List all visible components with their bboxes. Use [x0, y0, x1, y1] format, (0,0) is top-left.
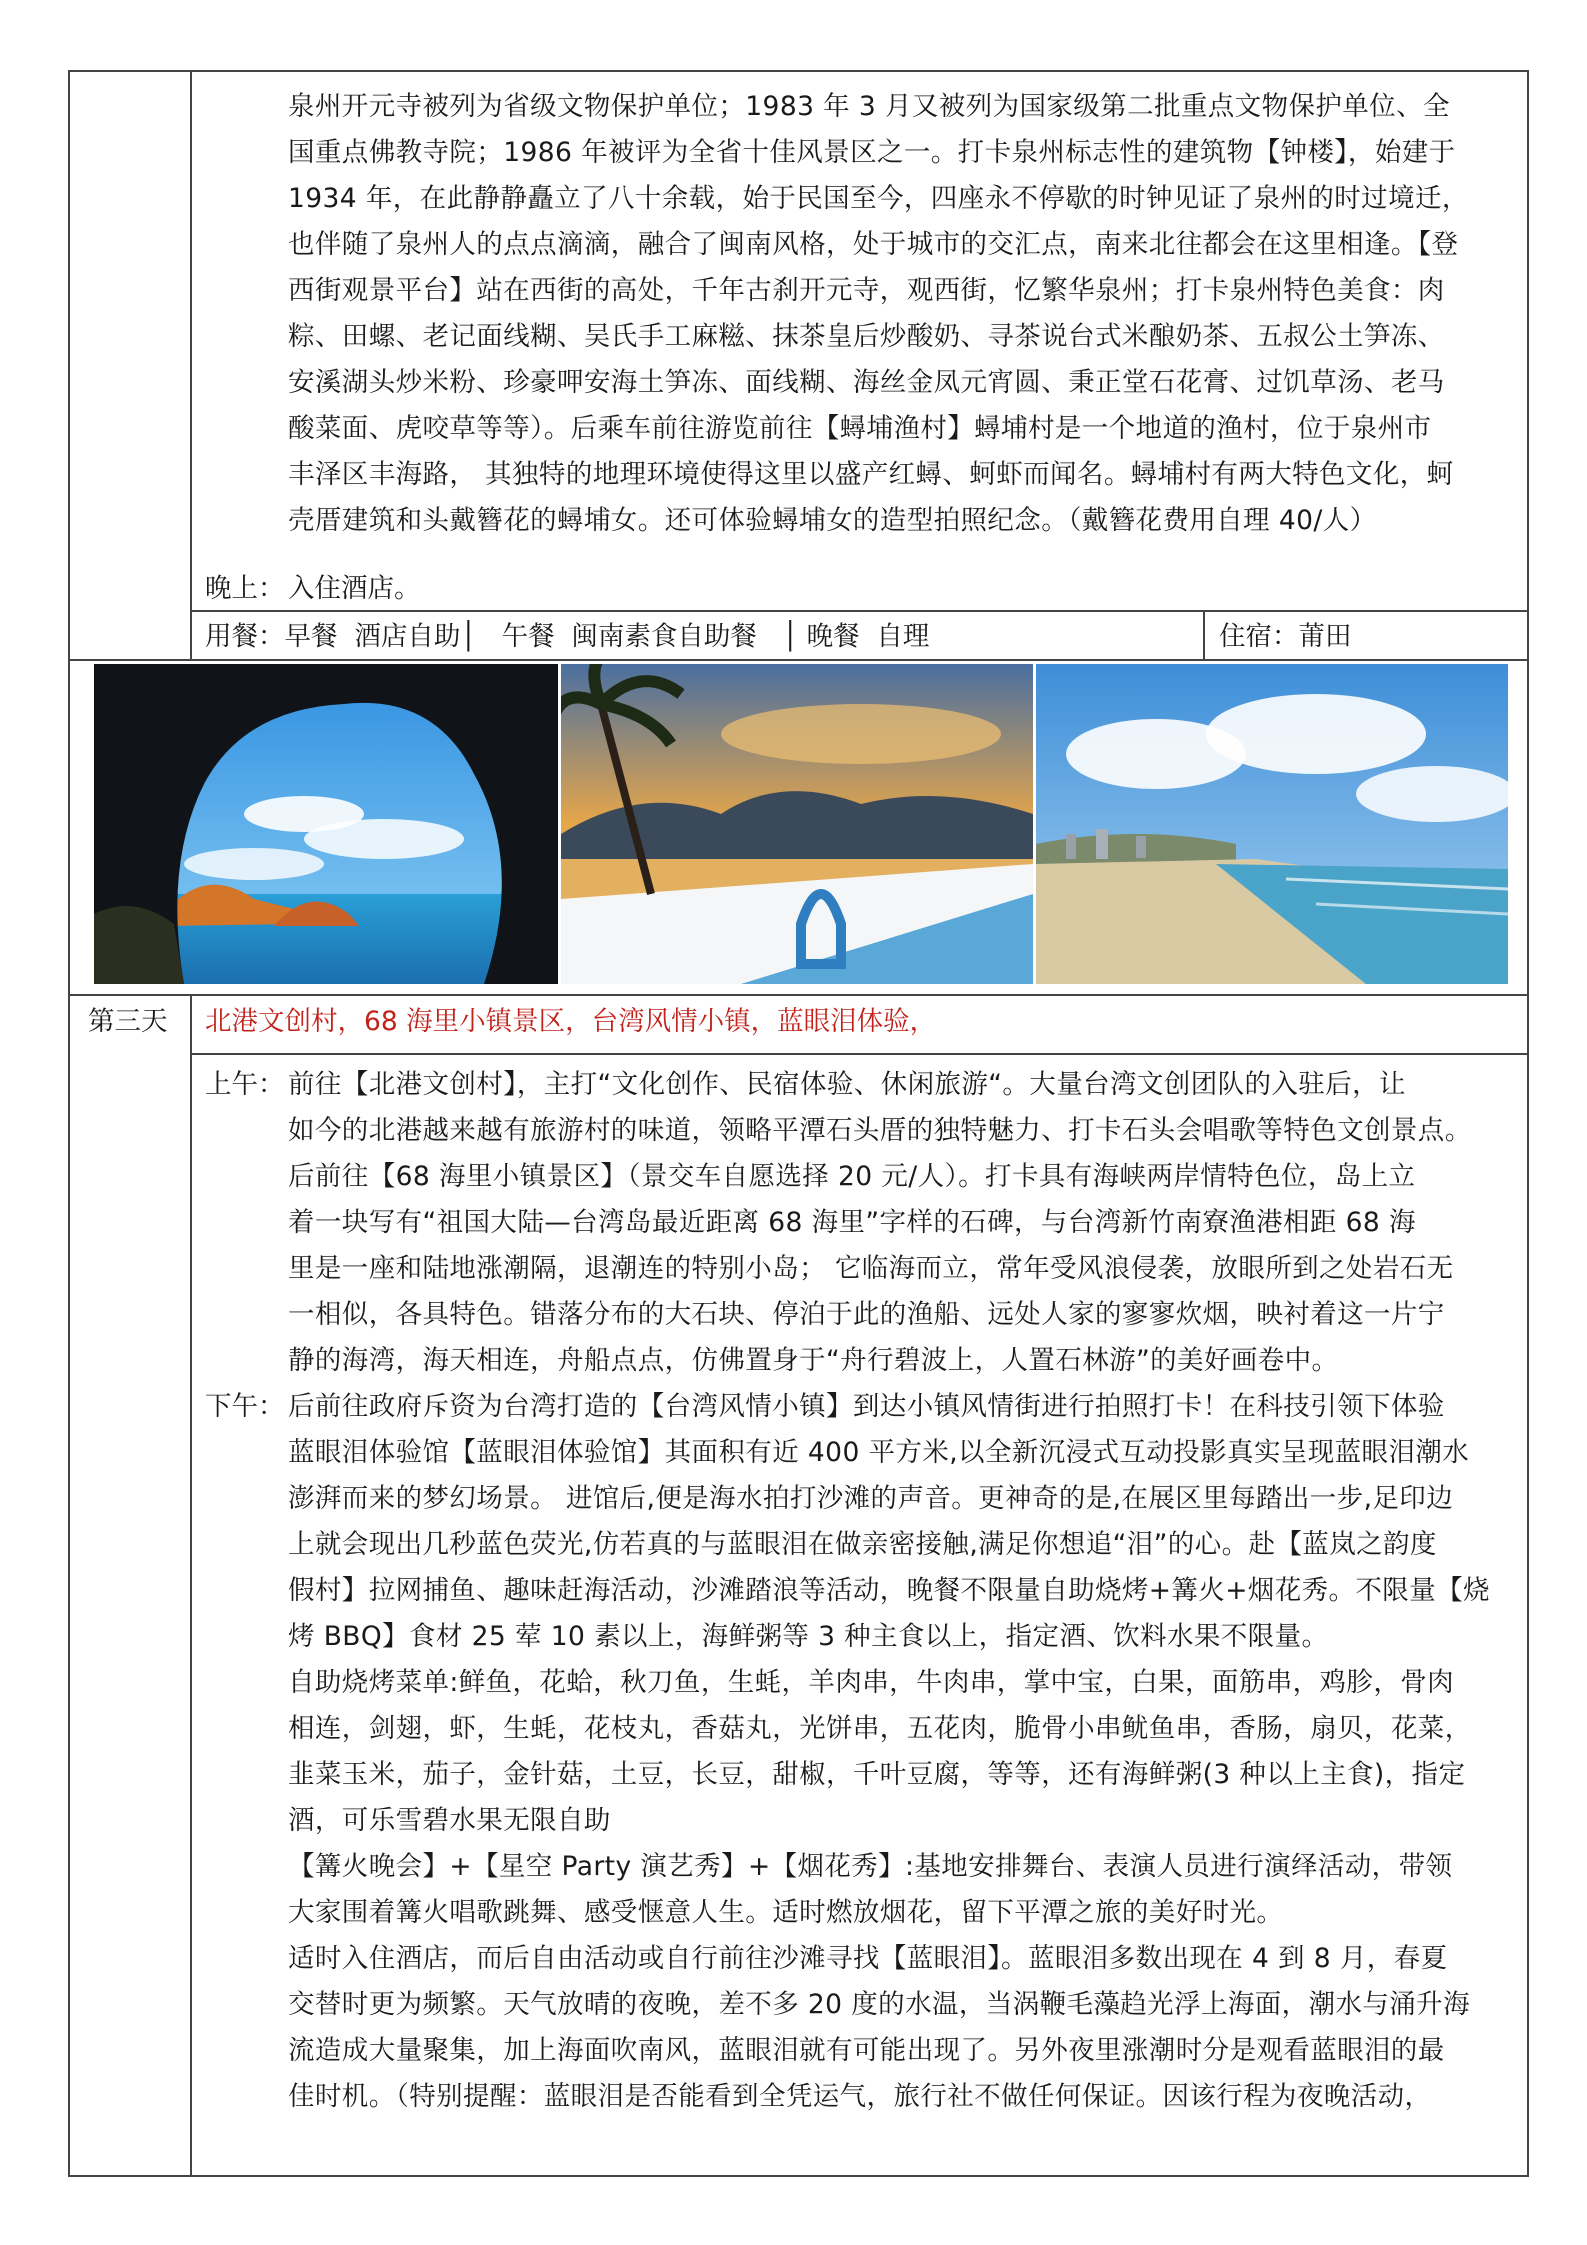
day-column-divider-top — [190, 70, 192, 659]
afternoon-line: 大家围着篝火唱歌跳舞、感受惬意人生。适时燃放烟花，留下平潭之旅的美好时光。 — [288, 1897, 1284, 1928]
table-bottom-border — [68, 2175, 1529, 2177]
afternoon-line: 【篝火晚会】+【星空 Party 演艺秀】+【烟花秀】:基地安排舞台、表演人员进行演绎活动，带领 — [288, 1851, 1453, 1882]
table-right-border — [1527, 70, 1529, 2176]
afternoon-line: 蓝眼泪体验馆【蓝眼泪体验馆】其面积有近 400 平方米,以全新沉浸式互动投影真实呈现蓝眼泪潮水 — [288, 1437, 1470, 1468]
day2-line: 酸菜面、虎咬草等等）。后乘车前往游览前往【蟳埔渔村】蟳埔村是一个地道的渔村，位于泉州市 — [288, 413, 1432, 444]
morning-label: 上午： — [205, 1069, 285, 1100]
lodging-divider — [1203, 610, 1205, 659]
morning-line: 如今的北港越来越有旅游村的味道，领略平潭石头厝的独特魅力、打卡石头会唱歌等特色文创景点。 — [288, 1115, 1472, 1146]
afternoon-description — [288, 1384, 1518, 2120]
afternoon-line: 烤 BBQ】食材 25 荤 10 素以上，海鲜粥等 3 种主食以上，指定酒、饮料水果不限量。 — [288, 1621, 1329, 1652]
day2-line: 粽、田螺、老记面线糊、吴氏手工麻糍、抹茶皇后炒酸奶、寻茶说台式米酿奶茶、五叔公土笋冻、 — [288, 321, 1445, 352]
afternoon-line: 交替时更为频繁。天气放晴的夜晚，差不多 20 度的水温，当涡鞭毛藻趋光浮上海面，潮水与涌升海 — [288, 1989, 1470, 2020]
sea-cave-arch-photo — [94, 664, 558, 984]
morning-line: 里是一座和陆地涨潮隔，退潮连的特别小岛； 它临海而立，常年受风浪侵袭，放眼所到之处岩石无 — [288, 1253, 1454, 1284]
day2-line: 也伴随了泉州人的点点滴滴，融合了闽南风格，处于城市的交汇点，南来北往都会在这里相逢。【登 — [288, 229, 1459, 260]
afternoon-line: 相连，剑翅，虾，生蚝，花枝丸，香菇丸，光饼串，五花肉，脆骨小串鱿鱼串，香肠，扇贝，花菜， — [288, 1713, 1472, 1744]
afternoon-line: 流造成大量聚集，加上海面吹南风，蓝眼泪就有可能出现了。另外夜里涨潮时分是观看蓝眼泪的最 — [288, 2035, 1445, 2066]
afternoon-line: 后前往政府斥资为台湾打造的【台湾风情小镇】到达小镇风情街进行拍照打卡！在科技引领下体验 — [288, 1391, 1445, 1422]
day3-title: 北港文创村，68 海里小镇景区，台湾风情小镇，蓝眼泪体验， — [205, 1006, 937, 1037]
afternoon-line: 澎湃而来的梦幻场景。 进馆后,便是海水拍打沙滩的声音。更神奇的是,在展区里每踏出一步,足印边 — [288, 1483, 1454, 1514]
afternoon-label: 下午： — [205, 1391, 285, 1422]
afternoon-line: 佳时机。（特别提醒：蓝眼泪是否能看到全凭运气，旅行社不做任何保证。因该行程为夜晚活动， — [288, 2081, 1432, 2112]
day2-line: 1934 年，在此静静矗立了八十余载，始于民国至今，四座永不停歇的时钟见证了泉州的时过境迁， — [288, 183, 1469, 214]
morning-line: 一相似，各具特色。错落分布的大石块、停泊于此的渔船、远处人家的寥寥炊烟，映衬着这一片宁 — [288, 1299, 1445, 1330]
evening-text: 入住酒店。 — [288, 573, 421, 604]
day2-line: 壳厝建筑和头戴簪花的蟳埔女。还可体验蟳埔女的造型拍照纪念。（戴簪花费用自理 40/人） — [288, 505, 1377, 536]
day2-line: 泉州开元寺被列为省级文物保护单位；1983 年 3 月又被列为国家级第二批重点文物保护单位、全 — [288, 91, 1450, 122]
afternoon-line: 假村】拉网捕鱼、趣味赶海活动，沙滩踏浪等活动，晚餐不限量自助烧烤+篝火+烟花秀。不限量【烧 — [288, 1575, 1490, 1606]
afternoon-line: 自助烧烤菜单:鲜鱼，花蛤，秋刀鱼，生蚝，羊肉串，牛肉串，掌中宝，白果，面筋串，鸡胗，骨肉 — [288, 1667, 1455, 1698]
lodging-info: 住宿：莆田 — [1219, 621, 1352, 652]
morning-line: 着一块写有“祖国大陆—台湾岛最近距离 68 海里”字样的石碑，与台湾新竹南寮渔港相距 68 海 — [288, 1207, 1416, 1238]
table-top-border — [68, 70, 1529, 72]
day3-title-bottom — [190, 1053, 1529, 1055]
day2-description — [288, 84, 1518, 544]
meals-info: 用餐：早餐 酒店自助│ 午餐 闽南素食自助餐 │ 晚餐 自理 — [205, 621, 930, 652]
day3-label: 第三天 — [88, 1006, 168, 1037]
afternoon-line: 上就会现出几秒蓝色荧光,仿若真的与蓝眼泪在做亲密接触,满足你想追“泪”的心。赴【蓝岚之韵度 — [288, 1529, 1437, 1560]
afternoon-line: 酒，可乐雪碧水果无限自助 — [288, 1805, 611, 1836]
day-column-divider-bottom — [190, 994, 192, 2176]
day2-line: 国重点佛教寺院；1986 年被评为全省十佳风景区之一。打卡泉州标志性的建筑物【钟楼】，始建于 — [288, 137, 1456, 168]
afternoon-line: 适时入住酒店，而后自由活动或自行前往沙滩寻找【蓝眼泪】。蓝眼泪多数出现在 4 到 8 月，春夏 — [288, 1943, 1448, 1974]
afternoon-line: 韭菜玉米，茄子，金针菇，土豆，长豆，甜椒，千叶豆腐，等等，还有海鲜粥(3 种以上主食)，指定 — [288, 1759, 1466, 1790]
evening-label: 晚上： — [205, 573, 285, 604]
morning-description — [288, 1062, 1518, 1384]
sunset-terrace-photo — [561, 664, 1033, 984]
day2-line: 丰泽区丰海路， 其独特的地理环境使得这里以盛产红蟳、蚵虾而闻名。蟳埔村有两大特色文化，蚵 — [288, 459, 1454, 490]
day2-line: 安溪湖头炒米粉、珍豪呷安海土笋冻、面线糊、海丝金凤元宵圆、秉正堂石花膏、过饥草汤、老马 — [288, 367, 1445, 398]
morning-line: 后前往【68 海里小镇景区】（景交车自愿选择 20 元/人）。打卡具有海峡两岸情特色位，岛上立 — [288, 1161, 1416, 1192]
morning-line: 静的海湾，海天相连，舟船点点，仿佛置身于“舟行碧波上，人置石林游”的美好画卷中。 — [288, 1345, 1339, 1376]
day2-line: 西街观景平台】站在西街的高处，千年古刹开元寺，观西街，忆繁华泉州；打卡泉州特色美食：肉 — [288, 275, 1445, 306]
table-left-border — [68, 70, 70, 2176]
day3-row-top — [68, 994, 1529, 996]
morning-line: 前往【北港文创村】，主打“文化创作、民宿体验、休闲旅游“。大量台湾文创团队的入驻后，让 — [288, 1069, 1406, 1100]
beach-aerial-photo — [1036, 664, 1508, 984]
